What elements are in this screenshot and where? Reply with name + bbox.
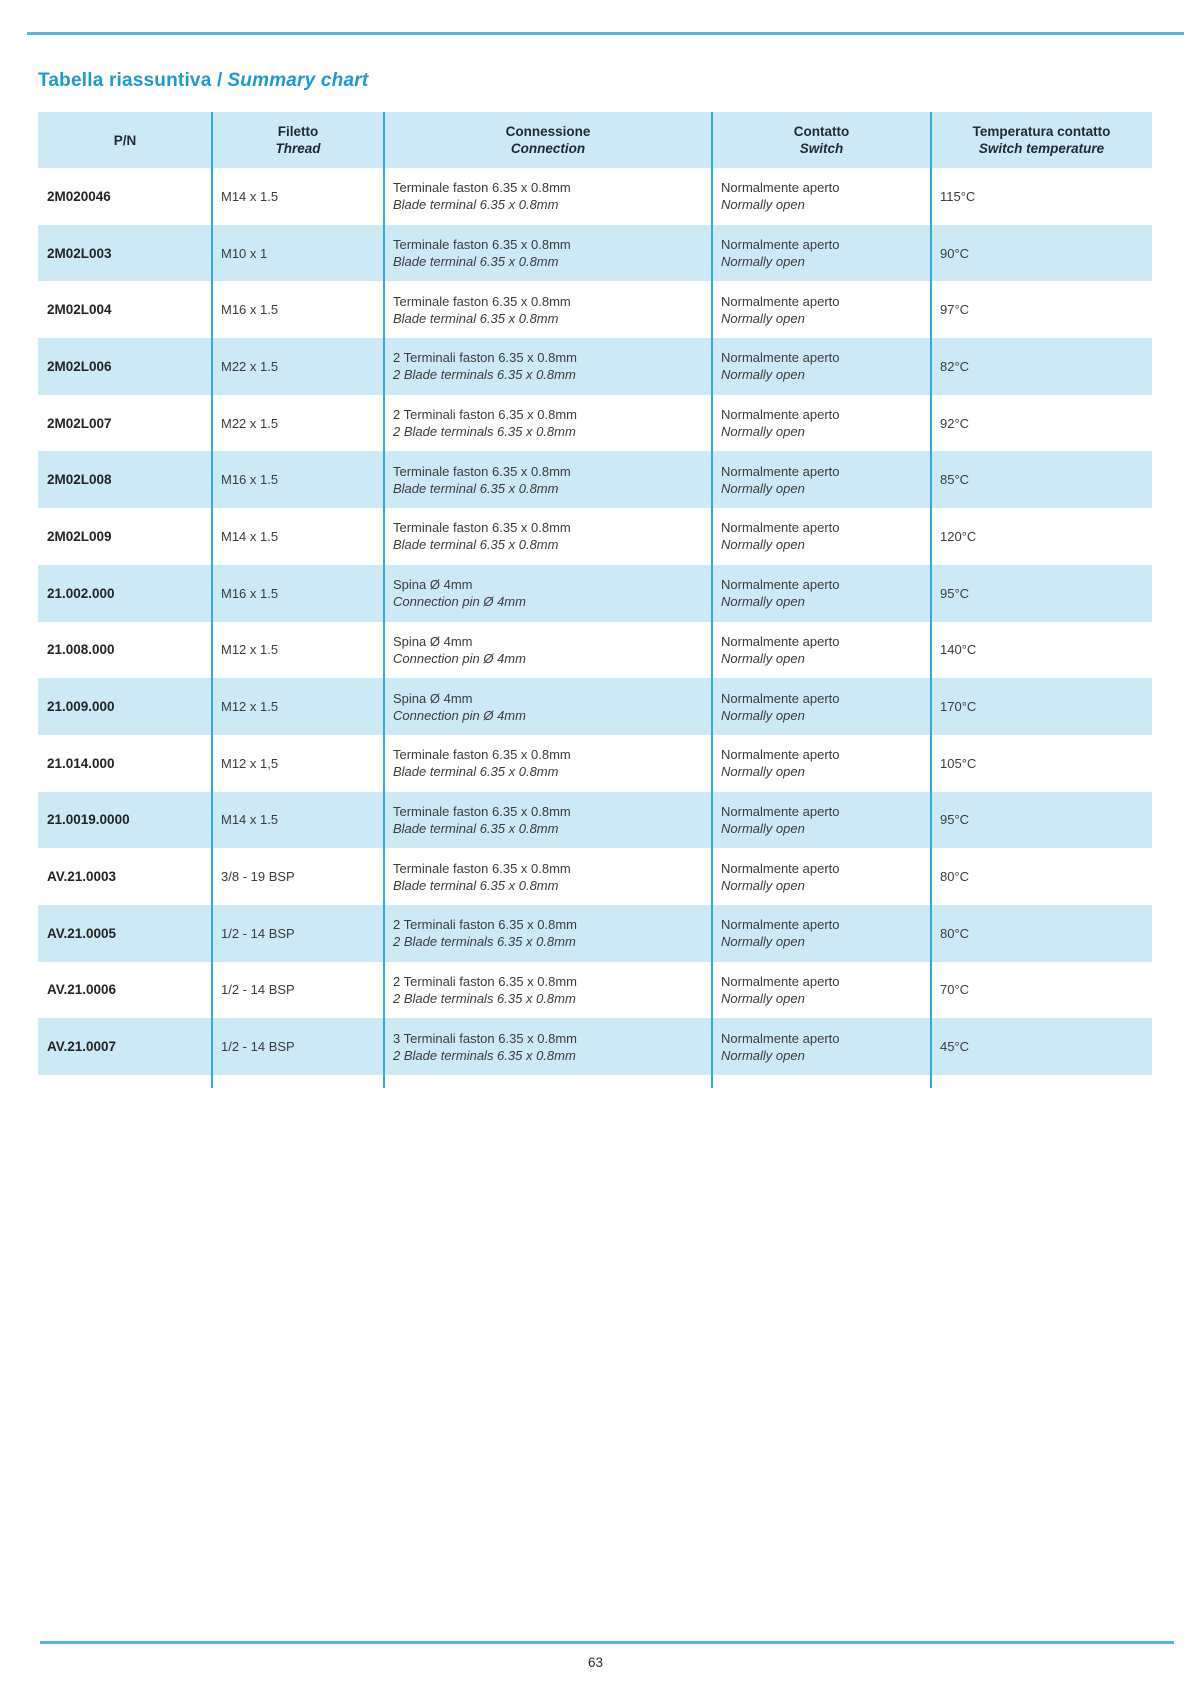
pn-cell: AV.21.0006 bbox=[47, 982, 117, 998]
connection-english: Blade terminal 6.35 x 0.8mm bbox=[393, 537, 559, 553]
table-body bbox=[38, 168, 1152, 1075]
switch-cell bbox=[712, 349, 931, 383]
thread-cell: M16 x 1.5 bbox=[221, 585, 279, 601]
table-row bbox=[38, 962, 1152, 1019]
thread-cell: 1/2 - 14 BSP bbox=[221, 925, 295, 941]
switch-italian: Normalmente aperto bbox=[721, 520, 840, 536]
switch-cell bbox=[712, 463, 931, 497]
table-row bbox=[38, 338, 1152, 395]
summary-table bbox=[38, 112, 1152, 1075]
connection-cell bbox=[384, 1030, 712, 1064]
switch-cell bbox=[712, 179, 931, 213]
thread-cell: M10 x 1 bbox=[221, 245, 268, 261]
table-row bbox=[38, 1018, 1152, 1075]
pn-cell: AV.21.0003 bbox=[47, 869, 117, 885]
connection-cell bbox=[384, 633, 712, 667]
connection-cell bbox=[384, 463, 712, 497]
table-row bbox=[38, 565, 1152, 622]
header-connection-sublabel: Connection bbox=[510, 141, 586, 156]
switch-cell bbox=[712, 746, 931, 780]
temperature-cell: 97°C bbox=[940, 302, 970, 318]
pn-cell: 2M02L009 bbox=[47, 528, 112, 544]
switch-cell bbox=[712, 633, 931, 667]
header-connection-label: Connessione bbox=[505, 124, 591, 139]
connection-english: Blade terminal 6.35 x 0.8mm bbox=[393, 820, 559, 836]
thread-cell: M22 x 1.5 bbox=[221, 358, 279, 374]
thread-cell: 3/8 - 19 BSP bbox=[221, 869, 295, 885]
connection-italian: Terminale faston 6.35 x 0.8mm bbox=[393, 520, 571, 536]
connection-cell bbox=[384, 236, 712, 270]
switch-cell bbox=[712, 803, 931, 837]
switch-cell bbox=[712, 690, 931, 724]
connection-cell bbox=[384, 293, 712, 327]
header-temperature-label: Temperatura contatto bbox=[972, 124, 1111, 139]
connection-english: Blade terminal 6.35 x 0.8mm bbox=[393, 764, 559, 780]
pn-cell: 21.009.000 bbox=[47, 699, 115, 715]
temperature-cell: 120°C bbox=[940, 528, 977, 544]
connection-english: Connection pin Ø 4mm bbox=[393, 650, 526, 666]
switch-english: Normally open bbox=[721, 1047, 805, 1063]
connection-cell bbox=[384, 519, 712, 553]
connection-cell bbox=[384, 690, 712, 724]
switch-english: Normally open bbox=[721, 877, 805, 893]
connection-italian: Terminale faston 6.35 x 0.8mm bbox=[393, 237, 571, 253]
connection-english: 2 Blade terminals 6.35 x 0.8mm bbox=[393, 367, 576, 383]
thread-cell: M12 x 1,5 bbox=[221, 755, 279, 771]
connection-english: 2 Blade terminals 6.35 x 0.8mm bbox=[393, 990, 576, 1006]
connection-cell bbox=[384, 179, 712, 213]
temperature-cell: 115°C bbox=[940, 188, 976, 204]
thread-cell: 1/2 - 14 BSP bbox=[221, 1039, 295, 1055]
header-pn-label: P/N bbox=[113, 132, 137, 148]
switch-italian: Normalmente aperto bbox=[721, 860, 840, 876]
switch-english: Normally open bbox=[721, 197, 805, 213]
connection-italian: 3 Terminali faston 6.35 x 0.8mm bbox=[393, 1030, 578, 1046]
table-row bbox=[38, 678, 1152, 735]
pn-cell: 21.014.000 bbox=[47, 755, 115, 771]
connection-english: Blade terminal 6.35 x 0.8mm bbox=[393, 877, 559, 893]
connection-italian: Terminale faston 6.35 x 0.8mm bbox=[393, 180, 571, 196]
switch-italian: Normalmente aperto bbox=[721, 747, 840, 763]
switch-english: Normally open bbox=[721, 934, 805, 950]
connection-italian: Terminale faston 6.35 x 0.8mm bbox=[393, 747, 571, 763]
connection-english: 2 Blade terminals 6.35 x 0.8mm bbox=[393, 934, 576, 950]
connection-english: Blade terminal 6.35 x 0.8mm bbox=[393, 480, 559, 496]
connection-cell bbox=[384, 349, 712, 383]
temperature-cell: 95°C bbox=[940, 585, 970, 601]
thread-cell: M12 x 1.5 bbox=[221, 642, 279, 658]
table-row bbox=[38, 281, 1152, 338]
switch-english: Normally open bbox=[721, 310, 805, 326]
switch-english: Normally open bbox=[721, 254, 805, 270]
switch-english: Normally open bbox=[721, 480, 805, 496]
connection-english: Blade terminal 6.35 x 0.8mm bbox=[393, 197, 559, 213]
temperature-cell: 105°C bbox=[940, 755, 977, 771]
header-thread-sublabel: Thread bbox=[275, 141, 321, 156]
connection-cell bbox=[384, 916, 712, 950]
switch-italian: Normalmente aperto bbox=[721, 1030, 840, 1046]
switch-cell bbox=[712, 236, 931, 270]
header-pn bbox=[38, 132, 212, 149]
pn-cell: 2M02L008 bbox=[47, 472, 112, 488]
temperature-cell: 80°C bbox=[940, 869, 970, 885]
switch-english: Normally open bbox=[721, 650, 805, 666]
header-thread-label: Filetto bbox=[277, 124, 319, 139]
connection-cell bbox=[384, 406, 712, 440]
pn-cell: 2M02L006 bbox=[47, 358, 112, 374]
page-title-italian: Tabella riassuntiva / bbox=[38, 70, 223, 91]
switch-english: Normally open bbox=[721, 537, 805, 553]
thread-cell: 1/2 - 14 BSP bbox=[221, 982, 295, 998]
pn-cell: 2M02L004 bbox=[47, 302, 112, 318]
switch-cell bbox=[712, 1030, 931, 1064]
header-temperature bbox=[931, 123, 1152, 157]
connection-italian: Spina Ø 4mm bbox=[393, 577, 473, 593]
column-separator-4 bbox=[930, 112, 932, 1088]
thread-cell: M12 x 1.5 bbox=[221, 699, 279, 715]
switch-italian: Normalmente aperto bbox=[721, 293, 840, 309]
switch-italian: Normalmente aperto bbox=[721, 180, 840, 196]
table-row bbox=[38, 622, 1152, 679]
connection-english: 2 Blade terminals 6.35 x 0.8mm bbox=[393, 1047, 576, 1063]
header-connection bbox=[384, 123, 712, 157]
connection-cell bbox=[384, 860, 712, 894]
temperature-cell: 70°C bbox=[940, 982, 970, 998]
table-row bbox=[38, 225, 1152, 282]
connection-italian: 2 Terminali faston 6.35 x 0.8mm bbox=[393, 917, 578, 933]
table-row bbox=[38, 395, 1152, 452]
temperature-cell: 45°C bbox=[940, 1039, 970, 1055]
switch-english: Normally open bbox=[721, 594, 805, 610]
pn-cell: 2M02L007 bbox=[47, 415, 112, 431]
thread-cell: M14 x 1.5 bbox=[221, 812, 279, 828]
header-switch bbox=[712, 123, 931, 157]
table-header-row bbox=[38, 112, 1152, 168]
pn-cell: 21.0019.0000 bbox=[47, 812, 130, 828]
connection-cell bbox=[384, 973, 712, 1007]
temperature-cell: 85°C bbox=[940, 472, 970, 488]
switch-english: Normally open bbox=[721, 367, 805, 383]
switch-cell bbox=[712, 860, 931, 894]
switch-italian: Normalmente aperto bbox=[721, 917, 840, 933]
temperature-cell: 95°C bbox=[940, 812, 970, 828]
pn-cell: AV.21.0005 bbox=[47, 925, 117, 941]
thread-cell: M14 x 1.5 bbox=[221, 188, 279, 204]
header-temperature-sublabel: Switch temperature bbox=[978, 141, 1105, 156]
table-row bbox=[38, 451, 1152, 508]
switch-italian: Normalmente aperto bbox=[721, 237, 840, 253]
page-title-english: Summary chart bbox=[227, 70, 369, 91]
column-separator-2 bbox=[383, 112, 385, 1088]
switch-italian: Normalmente aperto bbox=[721, 803, 840, 819]
connection-italian: 2 Terminali faston 6.35 x 0.8mm bbox=[393, 407, 578, 423]
switch-english: Normally open bbox=[721, 707, 805, 723]
temperature-cell: 140°C bbox=[940, 642, 977, 658]
connection-italian: Terminale faston 6.35 x 0.8mm bbox=[393, 803, 571, 819]
pn-cell: 2M020046 bbox=[47, 188, 111, 204]
switch-italian: Normalmente aperto bbox=[721, 690, 840, 706]
switch-english: Normally open bbox=[721, 764, 805, 780]
column-separator-1 bbox=[211, 112, 213, 1088]
header-switch-sublabel: Switch bbox=[799, 141, 844, 156]
connection-cell bbox=[384, 803, 712, 837]
pn-cell: 21.008.000 bbox=[47, 642, 115, 658]
switch-italian: Normalmente aperto bbox=[721, 463, 840, 479]
thread-cell: M16 x 1.5 bbox=[221, 472, 279, 488]
switch-cell bbox=[712, 519, 931, 553]
connection-italian: Spina Ø 4mm bbox=[393, 690, 473, 706]
table-row bbox=[38, 735, 1152, 792]
connection-english: Connection pin Ø 4mm bbox=[393, 707, 526, 723]
switch-italian: Normalmente aperto bbox=[721, 407, 840, 423]
pn-cell: 21.002.000 bbox=[47, 585, 115, 601]
thread-cell: M22 x 1.5 bbox=[221, 415, 279, 431]
switch-cell bbox=[712, 916, 931, 950]
connection-english: Blade terminal 6.35 x 0.8mm bbox=[393, 310, 559, 326]
bottom-divider-rule bbox=[40, 1641, 1174, 1644]
temperature-cell: 90°C bbox=[940, 245, 970, 261]
page-title bbox=[38, 70, 368, 92]
table-row bbox=[38, 792, 1152, 849]
switch-italian: Normalmente aperto bbox=[721, 577, 840, 593]
switch-english: Normally open bbox=[721, 990, 805, 1006]
connection-cell bbox=[384, 746, 712, 780]
connection-italian: Spina Ø 4mm bbox=[393, 633, 473, 649]
thread-cell: M16 x 1.5 bbox=[221, 302, 279, 318]
connection-cell bbox=[384, 576, 712, 610]
header-switch-label: Contatto bbox=[793, 124, 850, 139]
table-row bbox=[38, 848, 1152, 905]
connection-italian: 2 Terminali faston 6.35 x 0.8mm bbox=[393, 973, 578, 989]
column-separator-3 bbox=[711, 112, 713, 1088]
pn-cell: AV.21.0007 bbox=[47, 1039, 117, 1055]
switch-italian: Normalmente aperto bbox=[721, 633, 840, 649]
switch-english: Normally open bbox=[721, 820, 805, 836]
switch-english: Normally open bbox=[721, 424, 805, 440]
switch-italian: Normalmente aperto bbox=[721, 973, 840, 989]
temperature-cell: 170°C bbox=[940, 699, 977, 715]
header-thread bbox=[212, 123, 384, 157]
switch-italian: Normalmente aperto bbox=[721, 350, 840, 366]
temperature-cell: 92°C bbox=[940, 415, 970, 431]
thread-cell: M14 x 1.5 bbox=[221, 528, 279, 544]
temperature-cell: 80°C bbox=[940, 925, 970, 941]
table-row bbox=[38, 168, 1152, 225]
connection-italian: Terminale faston 6.35 x 0.8mm bbox=[393, 293, 571, 309]
table-row bbox=[38, 905, 1152, 962]
connection-english: Connection pin Ø 4mm bbox=[393, 594, 526, 610]
switch-cell bbox=[712, 293, 931, 327]
table-row bbox=[38, 508, 1152, 565]
pn-cell: 2M02L003 bbox=[47, 245, 112, 261]
switch-cell bbox=[712, 973, 931, 1007]
switch-cell bbox=[712, 576, 931, 610]
top-divider-rule bbox=[27, 32, 1184, 35]
connection-english: 2 Blade terminals 6.35 x 0.8mm bbox=[393, 424, 576, 440]
connection-italian: Terminale faston 6.35 x 0.8mm bbox=[393, 463, 571, 479]
page-number: 63 bbox=[587, 1655, 604, 1670]
connection-english: Blade terminal 6.35 x 0.8mm bbox=[393, 254, 559, 270]
connection-italian: 2 Terminali faston 6.35 x 0.8mm bbox=[393, 350, 578, 366]
switch-cell bbox=[712, 406, 931, 440]
connection-italian: Terminale faston 6.35 x 0.8mm bbox=[393, 860, 571, 876]
temperature-cell: 82°C bbox=[940, 358, 970, 374]
